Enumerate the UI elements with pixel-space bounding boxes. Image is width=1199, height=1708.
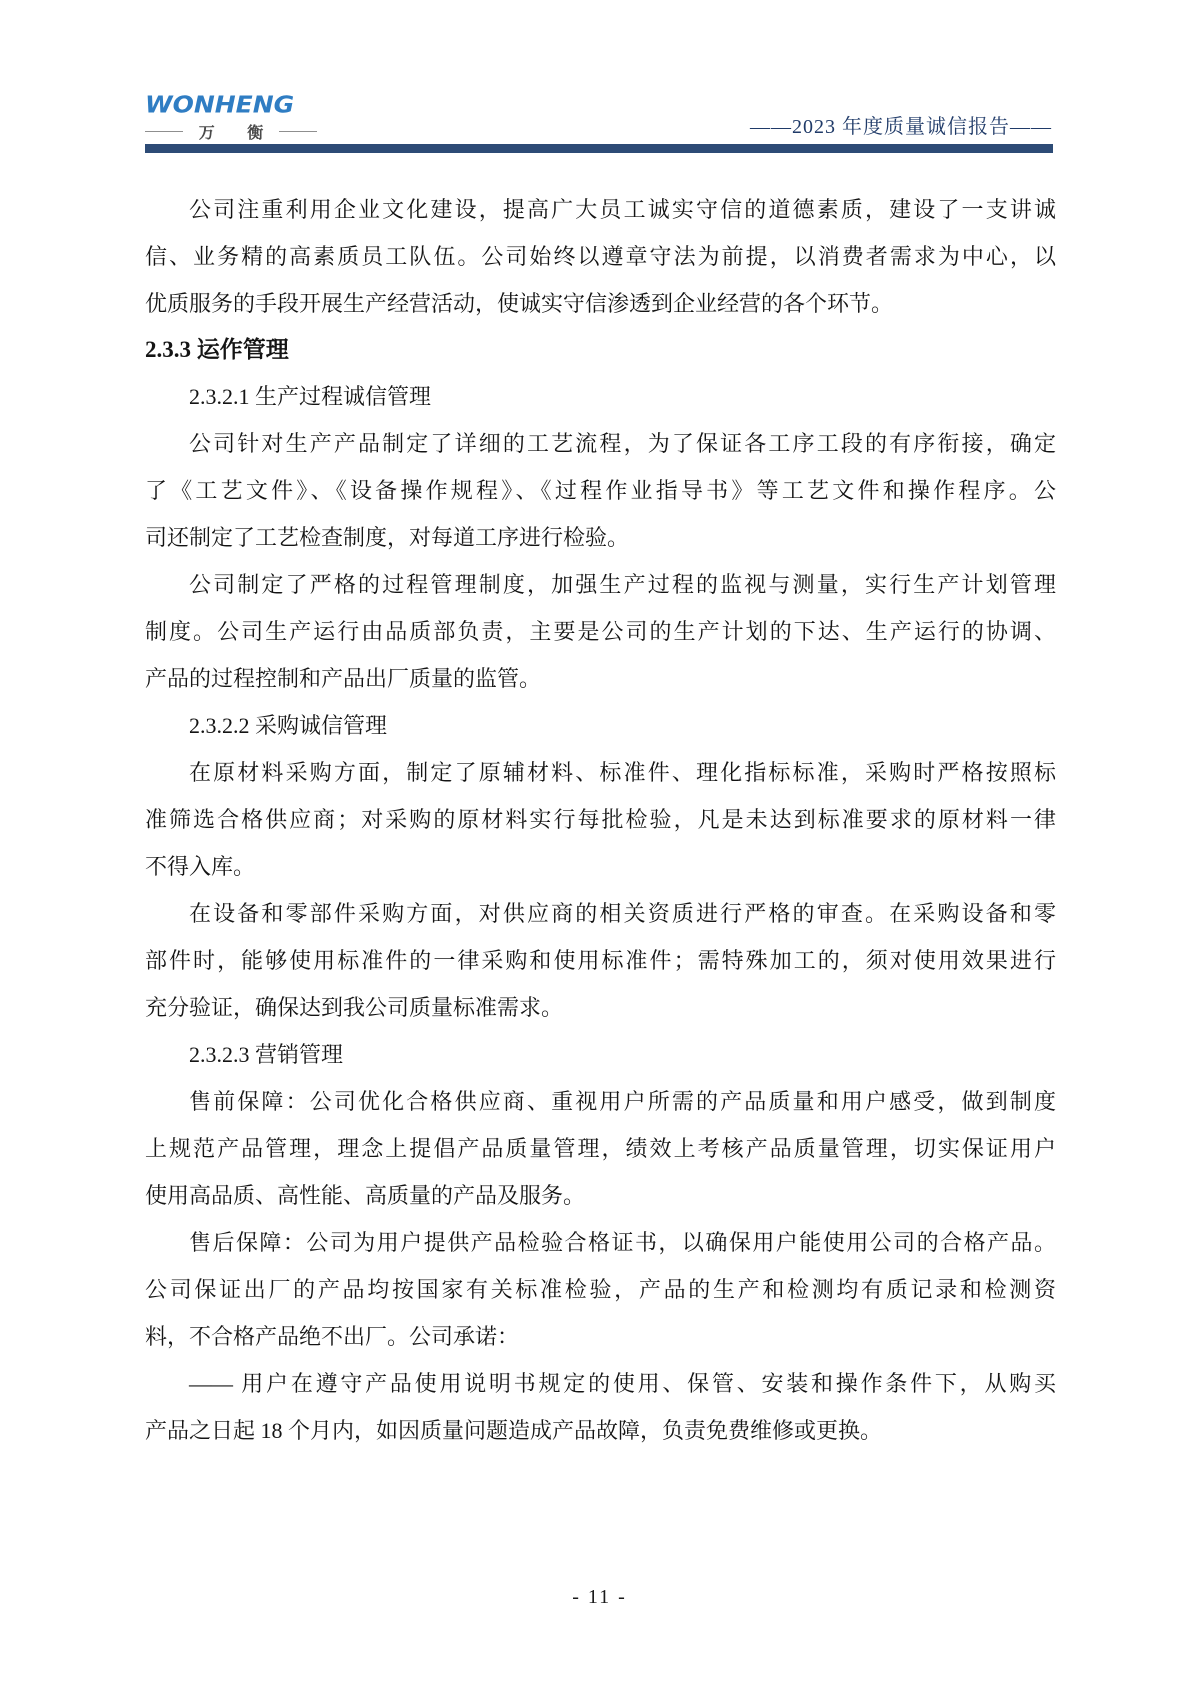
content	[145, 186, 1056, 1454]
text-line: 在原材料采购方面，制定了原辅材料、标准件、理化指标标准，采购时严格按照标	[189, 760, 1056, 785]
logo-subtitle	[145, 120, 317, 143]
text-line: 司还制定了工艺检查制度，对每道工序进行检验。	[145, 525, 630, 550]
text-line: 准筛选合格供应商；对采购的原材料实行每批检验，凡是未达到标准要求的原材料一律	[145, 807, 1056, 832]
text-line: 不得入库。	[145, 854, 256, 879]
text-line: 充分验证，确保达到我公司质量标准需求。	[145, 995, 564, 1020]
text-line: 公司保证出厂的产品均按国家有关标准检验，产品的生产和检测均有质记录和检测资	[145, 1277, 1056, 1302]
section-heading: 2.3.3 运作管理	[145, 337, 289, 362]
page-number: - 11 -	[572, 1586, 627, 1608]
logo-wordmark: WONHENG	[145, 91, 295, 118]
sub-section-heading: 2.3.2.3 营销管理	[189, 1042, 344, 1067]
text-line: 售前保障：公司优化合格供应商、重视用户所需的产品质量和用户感受，做到制度	[189, 1089, 1056, 1114]
text-line: 料，不合格产品绝不出厂。公司承诺：	[145, 1324, 520, 1349]
text-line: 优质服务的手段开展生产经营活动，使诚实守信渗透到企业经营的各个环节。	[145, 291, 894, 316]
text-line: 公司制定了严格的过程管理制度，加强生产过程的监视与测量，实行生产计划管理	[189, 572, 1056, 597]
text-line: 部件时，能够使用标准件的一律采购和使用标准件；需特殊加工的，须对使用效果进行	[145, 948, 1056, 973]
sub-section-heading: 2.3.2.2 采购诚信管理	[189, 713, 388, 738]
text-line: —— 用户在遵守产品使用说明书规定的使用、保管、安装和操作条件下，从购买	[189, 1371, 1056, 1396]
text-line: 在设备和零部件采购方面，对供应商的相关资质进行严格的审查。在采购设备和零	[189, 901, 1056, 926]
text-line: 公司针对生产产品制定了详细的工艺流程，为了保证各工序工段的有序衔接，确定	[189, 431, 1056, 456]
header-rule-bar	[145, 144, 1053, 153]
text-line: 售后保障：公司为用户提供产品检验合格证书，以确保用户能使用公司的合格产品。	[189, 1230, 1056, 1255]
logo-dash-right	[279, 131, 317, 132]
logo-subtitle-text: 万 衡	[198, 125, 278, 142]
report-title: ——2023 年度质量诚信报告——	[750, 116, 1052, 138]
logo-dash-left	[145, 131, 183, 132]
text-line: 上规范产品管理，理念上提倡产品质量管理，绩效上考核产品质量管理，切实保证用户	[145, 1136, 1056, 1161]
text-line: 产品之日起 18 个月内，如因质量问题造成产品故障，负责免费维修或更换。	[145, 1418, 883, 1443]
text-line: 使用高品质、高性能、高质量的产品及服务。	[145, 1183, 586, 1208]
company-logo	[145, 92, 321, 143]
text-line: 了《工艺文件》、《设备操作规程》、《过程作业指导书》等工艺文件和操作程序。公	[145, 478, 1056, 503]
text-line: 信、业务精的高素质员工队伍。公司始终以遵章守法为前提，以消费者需求为中心，以	[145, 244, 1056, 269]
text-line: 公司注重利用企业文化建设，提高广大员工诚实守信的道德素质，建设了一支讲诚	[189, 197, 1056, 222]
text-line: 产品的过程控制和产品出厂质量的监管。	[145, 666, 542, 691]
sub-section-heading: 2.3.2.1 生产过程诚信管理	[189, 384, 432, 409]
text-line: 制度。公司生产运行由品质部负责，主要是公司的生产计划的下达、生产运行的协调、	[145, 619, 1056, 644]
